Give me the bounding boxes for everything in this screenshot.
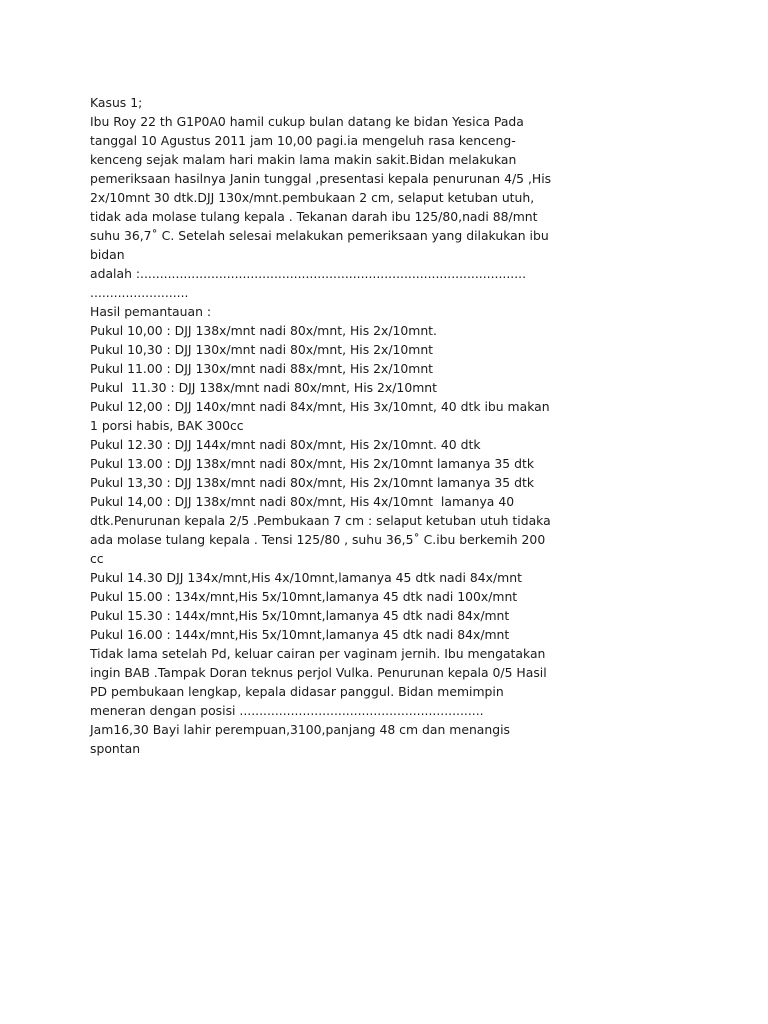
monitoring-entry: Pukul 14.30 DJJ 134x/mnt,His 4x/10mnt,lamanya 45 dtk nadi 84x/mnt (90, 570, 522, 585)
monitoring-entry: Pukul 10,00 : DJJ 138x/mnt nadi 80x/mnt, His 2x/10mnt. (90, 323, 437, 338)
text-line: Ibu Roy 22 th G1P0A0 hamil cukup bulan datang ke bidan Yesica Pada (90, 114, 524, 129)
question-blank-line: ......................... (90, 285, 189, 300)
case-heading: Kasus 1; (90, 95, 143, 110)
monitoring-entry: cc (90, 551, 104, 566)
text-line: tidak ada molase tulang kepala . Tekanan darah ibu 125/80,nadi 88/mnt (90, 209, 538, 224)
monitoring-entry: Pukul 16.00 : 144x/mnt,His 5x/10mnt,lamanya 45 dtk nadi 84x/mnt (90, 627, 510, 642)
monitoring-entry: Pukul 15.00 : 134x/mnt,His 5x/10mnt,lamanya 45 dtk nadi 100x/mnt (90, 589, 518, 604)
question-blank-line: adalah :.................................................................................................. (90, 266, 527, 281)
monitoring-entry: Pukul 14,00 : DJJ 138x/mnt nadi 80x/mnt, His 4x/10mnt lamanya 40 (90, 494, 515, 509)
monitoring-entry: Pukul 13,30 : DJJ 138x/mnt nadi 80x/mnt, His 2x/10mnt lamanya 35 dtk (90, 475, 534, 490)
text-line: Tidak lama setelah Pd, keluar cairan per vaginam jernih. Ibu mengatakan (90, 646, 546, 661)
monitoring-entry: Pukul 10,30 : DJJ 130x/mnt nadi 80x/mnt, His 2x/10mnt (90, 342, 434, 357)
monitoring-entry: Pukul 15.30 : 144x/mnt,His 5x/10mnt,lamanya 45 dtk nadi 84x/mnt (90, 608, 510, 623)
monitoring-entry: Pukul 13.00 : DJJ 138x/mnt nadi 80x/mnt, His 2x/10mnt lamanya 35 dtk (90, 456, 534, 471)
monitoring-heading: Hasil pemantauan : (90, 304, 212, 319)
text-line: suhu 36,7˚ C. Setelah selesai melakukan pemeriksaan yang dilakukan ibu (90, 228, 549, 243)
text-line: spontan (90, 741, 141, 756)
text-line: tanggal 10 Agustus 2011 jam 10,00 pagi.ia mengeluh rasa kenceng- (90, 133, 516, 148)
text-line: ingin BAB .Tampak Doran teknus perjol Vulka. Penurunan kepala 0/5 Hasil (90, 665, 547, 680)
document-body (90, 93, 560, 758)
monitoring-entry: 1 porsi habis, BAK 300cc (90, 418, 244, 433)
text-line: Jam16,30 Bayi lahir perempuan,3100,panjang 48 cm dan menangis (90, 722, 511, 737)
monitoring-entry: Pukul 11.30 : DJJ 138x/mnt nadi 80x/mnt, His 2x/10mnt (90, 380, 437, 395)
text-line: kenceng sejak malam hari makin lama makin sakit.Bidan melakukan (90, 152, 517, 167)
monitoring-entry: Pukul 12,00 : DJJ 140x/mnt nadi 84x/mnt, His 3x/10mnt, 40 dtk ibu makan (90, 399, 550, 414)
monitoring-entry: Pukul 11.00 : DJJ 130x/mnt nadi 88x/mnt, His 2x/10mnt (90, 361, 434, 376)
monitoring-entry: Pukul 12.30 : DJJ 144x/mnt nadi 80x/mnt, His 2x/10mnt. 40 dtk (90, 437, 481, 452)
text-line: pemeriksaan hasilnya Janin tunggal ,presentasi kepala penurunan 4/5 ,His (90, 171, 552, 186)
monitoring-entry: dtk.Penurunan kepala 2/5 .Pembukaan 7 cm : selaput ketuban utuh tidaka (90, 513, 551, 528)
text-line: PD pembukaan lengkap, kepala didasar panggul. Bidan memimpin (90, 684, 504, 699)
monitoring-entry: ada molase tulang kepala . Tensi 125/80 , suhu 36,5˚ C.ibu berkemih 200 (90, 532, 546, 547)
text-line: bidan (90, 247, 125, 262)
question-blank-line: meneran dengan posisi .............................................................. (90, 703, 484, 718)
text-line: 2x/10mnt 30 dtk.DJJ 130x/mnt.pembukaan 2 cm, selaput ketuban utuh, (90, 190, 535, 205)
